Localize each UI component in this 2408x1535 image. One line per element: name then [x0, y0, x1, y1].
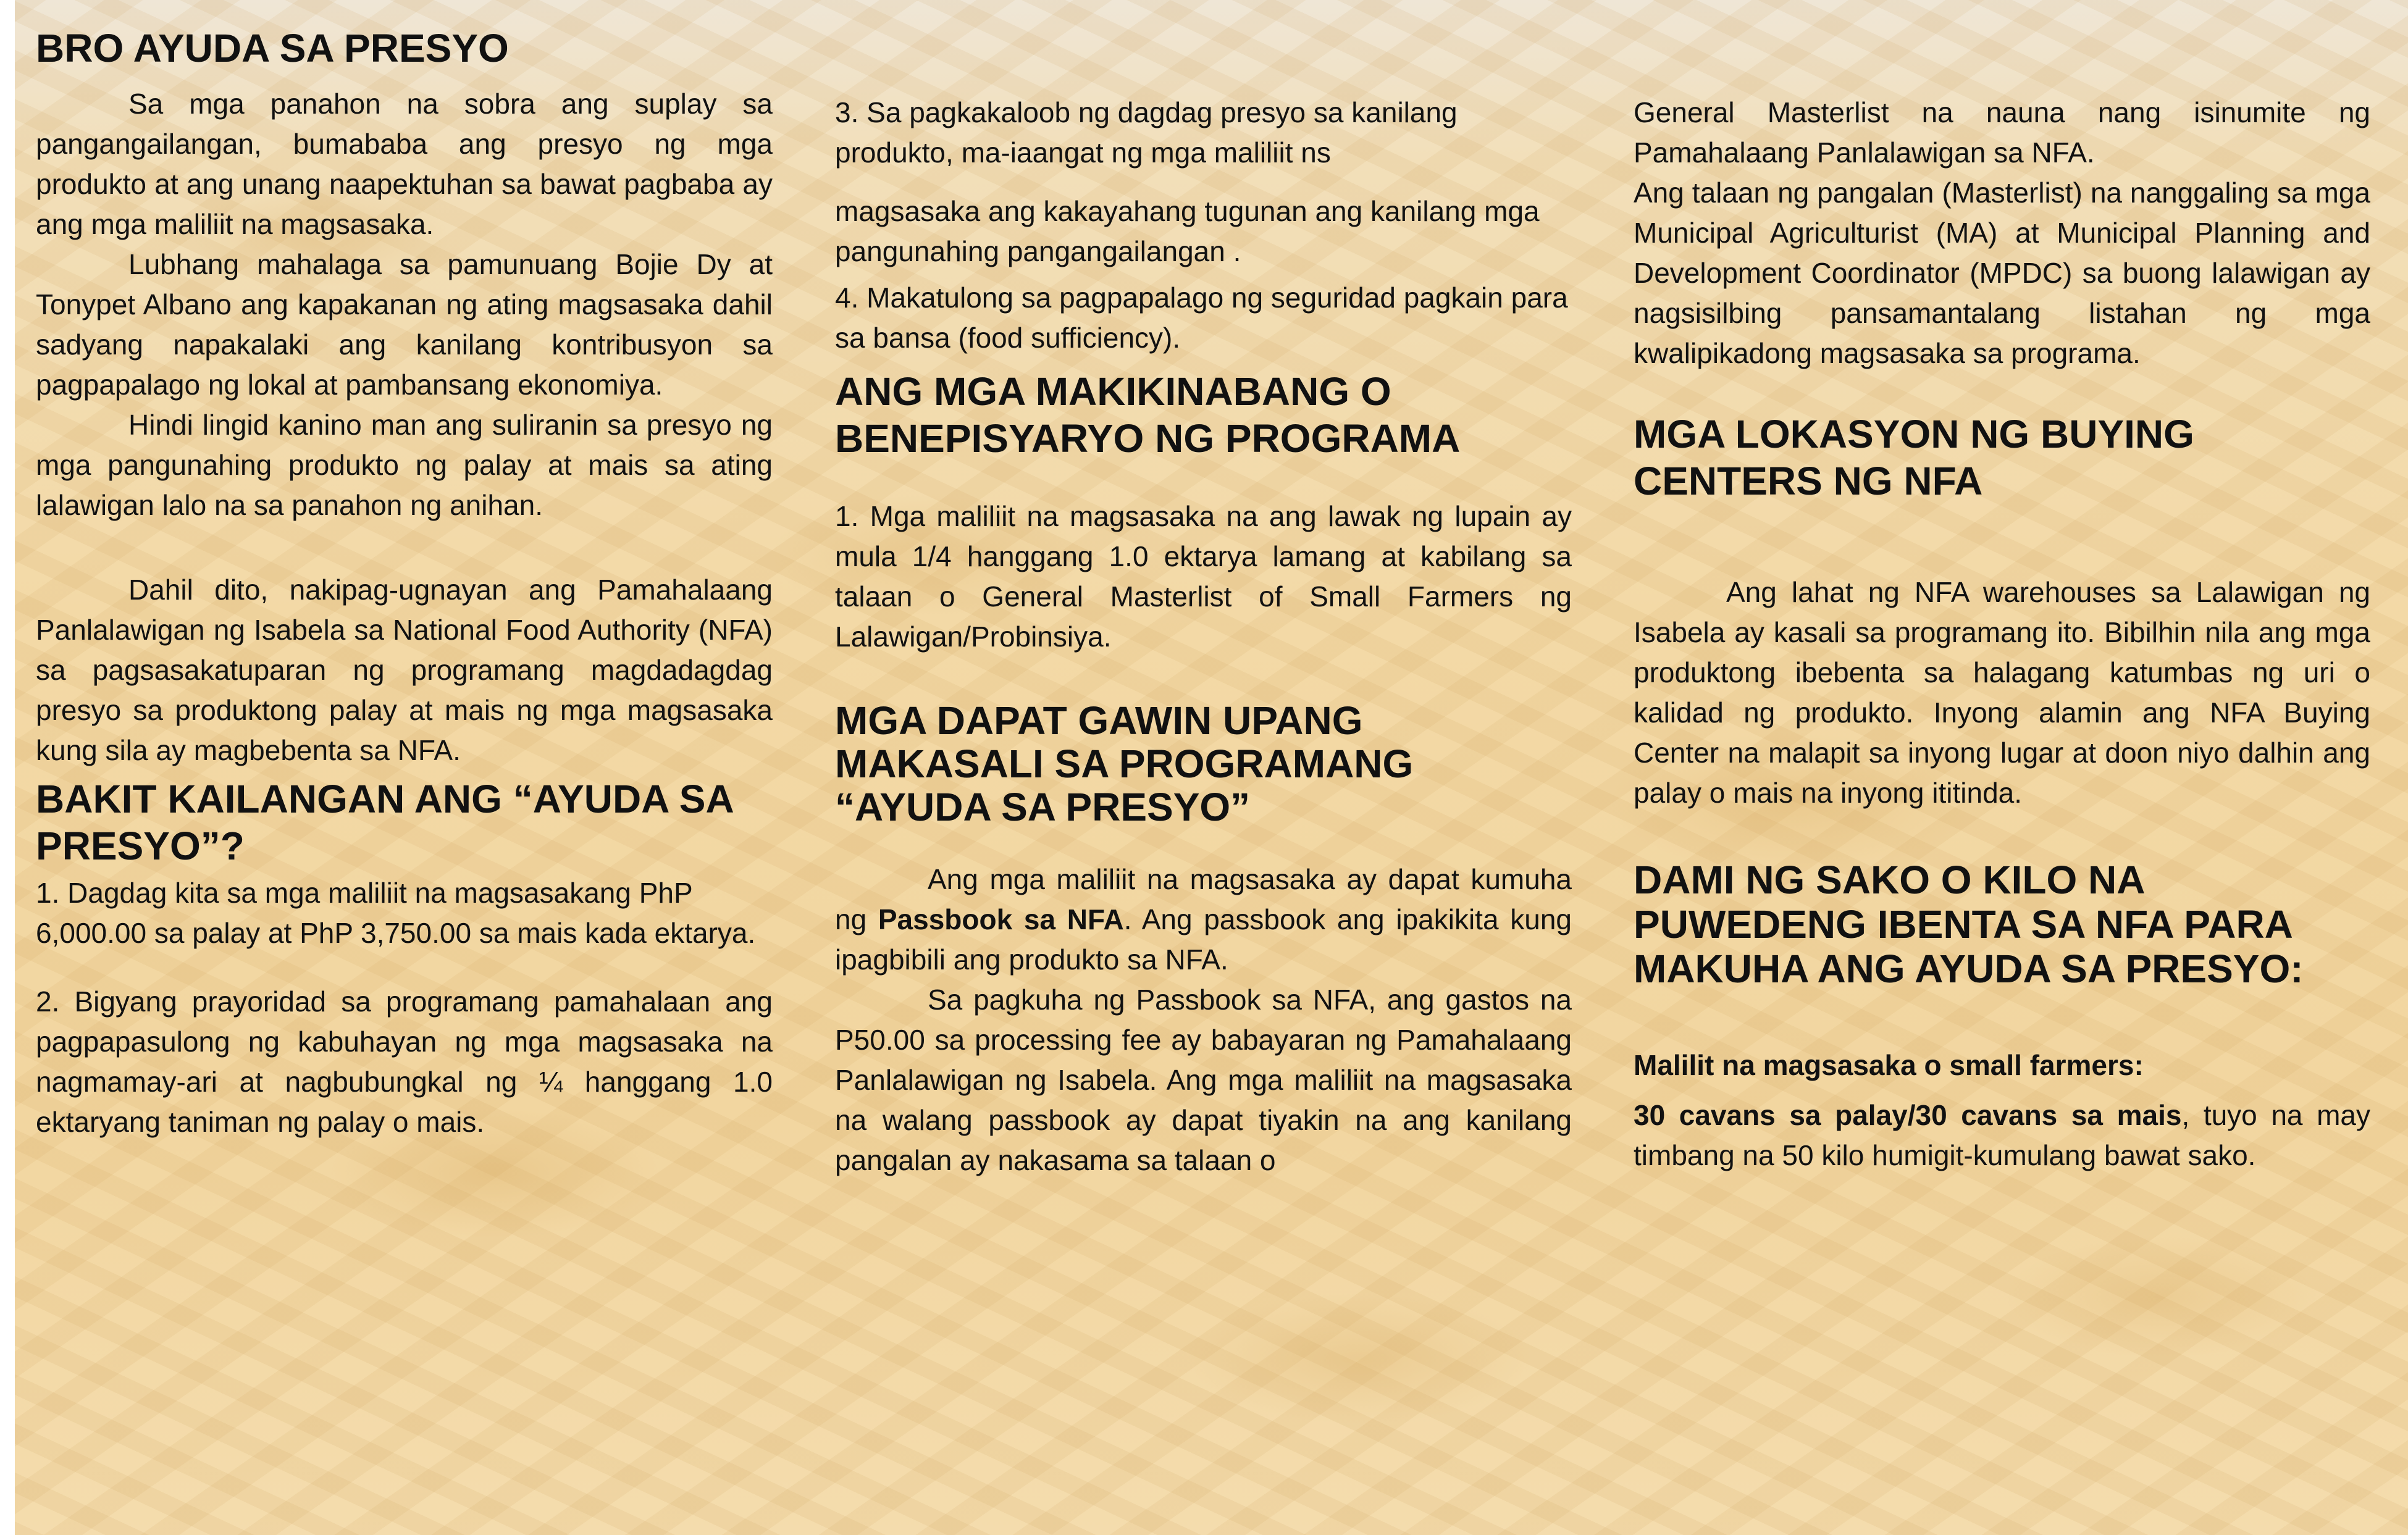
- passbook-text-bold: Passbook sa NFA: [878, 903, 1124, 935]
- list-item-4: 4. Makatulong sa pagpapalago ng seguridad pagkain para sa bansa (food sufficiency).: [835, 282, 1568, 354]
- paragraph-nfa: Dahil dito, nakipag-ugnayan ang Pamahalaang Panlalawigan ng Isabela sa National Food Authority (NFA) sa pagsasakatuparan ng programang magdadagdag presyo sa produktong palay at mais ng mga magsasaka kung sila ay magbebenta sa NFA.: [36, 574, 773, 766]
- passbook-text-pre: Ang mga maliliit na magsasaka ay dapat kumuha ng: [835, 863, 1572, 935]
- page-edge: [0, 0, 15, 1535]
- column-middle: [835, 93, 1572, 1181]
- heading-bakit: BAKIT KAILANGAN ANG “AYUDA SA PRESYO”?: [36, 777, 733, 868]
- heading-bro-ayuda: BRO AYUDA SA PRESYO: [36, 26, 509, 70]
- paragraph-intro: Sa mga panahon na sobra ang suplay sa pangangailangan, bumababa ang presyo ng mga produkto at ang unang naapektuhan sa bawat pagbaba ay ang mga maliliit na magsasaka.: [36, 88, 773, 240]
- paragraph-talaan: Ang talaan ng pangalan (Masterlist) na nanggaling sa mga Municipal Agriculturist (MA) at Municipal Planning and Development Coordinator (MPDC) sa buong lalawigan ay nagsisilbing pansamantalang listahan ng mga kwalipikadong magsasaka sa programa.: [1634, 177, 2370, 369]
- label-small-farmers: [1634, 1045, 2370, 1085]
- paragraph-pamunuan: Lubhang mahalaga sa pamunuang Bojie Dy at Tonypet Albano ang kapakanan ng ating magsasaka dahil sadyang napakalaki ang kanilang kontribusyon sa pagpapalago ng lokal at pambansang ekonomiya.: [36, 248, 773, 401]
- list-item-3a: 3. Sa pagkakaloob ng dagdag presyo sa kanilang produkto, ma-iaangat ng mga maliliit ns: [835, 96, 1458, 169]
- paragraph-cavans: [1634, 1095, 2370, 1176]
- paragraph-warehouses: Ang lahat ng NFA warehouses sa Lalawigan ng Isabela ay kasali sa programang ito. Bibilhin nila ang mga produktong ibebenta sa halagang katumbas ng uri o kalidad ng produkto. Inyong alamin ang NFA Buying Center na malapit sa inyong lugar at doon niyo dalhin ang palay o mais na inyong ititinda.: [1634, 576, 2370, 809]
- list-item-2: 2. Bigyang prayoridad sa programang pamahalaan ang pagpapasulong ng kabuhayan ng mga magsasaka na nagmamay-ari at nagbubungkal ng ¼ hanggang 1.0 ektaryang taniman ng palay o mais.: [36, 985, 773, 1138]
- heading-dapat-gawin: MGA DAPAT GAWIN UPANG MAKASALI SA PROGRAMANG “AYUDA SA PRESYO”: [835, 698, 1414, 829]
- beneficiary-item-1: 1. Mga maliliit na magsasaka na ang lawak ng lupain ay mula 1/4 hanggang 1.0 ektarya lamang at kabilang sa talaan o General Masterlist of Small Farmers ng Lalawigan/Probinsiya.: [835, 500, 1572, 653]
- heading-lokasyon: MGA LOKASYON NG BUYING CENTERS NG NFA: [1634, 412, 2194, 503]
- column-right: [1634, 93, 2370, 1176]
- passbook-text-post: . Ang passbook ang ipakikita kung ipagbibili ang produkto sa NFA.: [835, 903, 1572, 976]
- paragraph-processing-fee: Sa pagkuha ng Passbook sa NFA, ang gastos na P50.00 sa processing fee ay babayaran ng Pamahalaang Panlalawigan ng Isabela. Ang mga maliliit na magsasaka na walang passbook ay dapat tiyakin na ang kanilang pangalan ay nakasama sa talaan o: [835, 984, 1572, 1176]
- column-left: [36, 25, 773, 1142]
- paragraph-passbook: [835, 860, 1572, 980]
- cavans-text-bold: 30 cavans sa palay/30 cavans sa mais: [1634, 1099, 2182, 1131]
- small-farmers-text: Malilit na magsasaka o small farmers:: [1634, 1049, 2144, 1081]
- list-item-1: 1. Dagdag kita sa mga maliliit na magsasakang PhP 6,000.00 sa palay at PhP 3,750.00 sa mais kada ektarya.: [36, 877, 756, 949]
- cavans-text-post: , tuyo na may timbang na 50 kilo humigit-kumulang bawat sako.: [1634, 1099, 2370, 1171]
- list-item-3b: magsasaka ang kakayahang tugunan ang kanilang mga pangunahing pangangailangan .: [835, 195, 1540, 267]
- heading-dami-ng-sako: DAMI NG SAKO O KILO NA PUWEDENG IBENTA SA NFA PARA MAKUHA ANG AYUDA SA PRESYO:: [1634, 858, 2304, 991]
- paragraph-suliranin: Hindi lingid kanino man ang suliranin sa presyo ng mga pangunahing produkto ng palay at mais sa ating lalawigan lalo na sa panahon ng anihan.: [36, 409, 773, 521]
- paragraph-masterlist-cont: General Masterlist na nauna nang isinumite ng Pamahalaang Panlalawigan sa NFA.: [1634, 96, 2370, 169]
- heading-makikinabang: ANG MGA MAKIKINABANG O BENEPISYARYO NG PROGRAMA: [835, 369, 1461, 461]
